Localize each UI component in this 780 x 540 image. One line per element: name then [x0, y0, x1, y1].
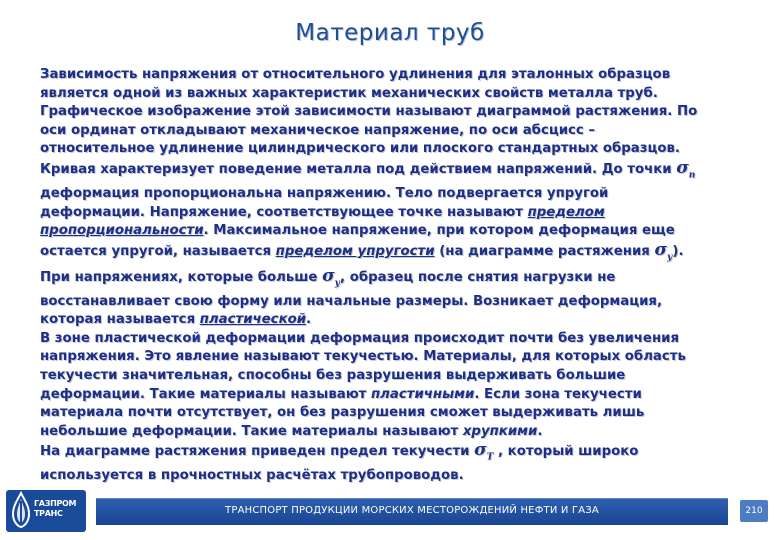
- paragraph-3-text-b: , образец после снятия нагрузки не восстанавливает свою форму или начальные размеры. Возникает деформация, которая называется: [40, 269, 663, 328]
- sigma-t-symbol: [474, 440, 494, 463]
- term-elastic-limit: пределом упругости: [275, 243, 435, 259]
- footer: [0, 490, 780, 540]
- paragraph-2-text-e: ).: [672, 243, 684, 259]
- sigma-y-subscript-2: у: [334, 278, 341, 289]
- sigma-y-symbol: [654, 239, 673, 263]
- term-ductile: пластичными: [370, 386, 475, 402]
- sigma-y-symbol-2: [322, 265, 341, 289]
- paragraph-2-text-c: . Максимальное напряжение, при котором деформация еще остается упругой, называется: [40, 223, 675, 259]
- paragraph-3-text-c: .: [306, 312, 312, 328]
- paragraph-4-text-c: .: [537, 423, 543, 439]
- logo-text: ГАЗПРОМ ТРАНС: [34, 499, 77, 518]
- term-proportionality-limit: пределом пропорциональности: [40, 204, 605, 239]
- company-logo: [6, 490, 86, 532]
- sigma-p-subscript: п: [688, 170, 696, 181]
- paragraph-4-text-b: . Если зона текучести материала почти отсутствует, он без разрушения сможет выдерживать лишь небольшие деформации. Такие материалы называют: [40, 386, 645, 439]
- slide-body: [40, 66, 712, 486]
- paragraph-5-text-a: На диаграмме растяжения приведен предел текучести: [40, 444, 475, 460]
- paragraph-2: [40, 159, 712, 267]
- paragraph-1-text: Зависимость напряжения от относительного удлинения для эталонных образцов является одной из важных характеристик механических свойств металла труб. Графическое изображение этой зависимости называют диаграммой растяжения. По оси ординат откладывают механическое напряжение, по оси абсцисс – относительное удлинение цилиндрического или плоского стандартных образцов.: [40, 67, 698, 157]
- sigma-y-letter: σ: [654, 239, 667, 260]
- paragraph-1: [40, 66, 712, 159]
- paragraph-4: [40, 330, 712, 442]
- term-brittle: хрупкими: [462, 423, 538, 439]
- sigma-t-subscript: Т: [486, 452, 494, 463]
- sigma-p-letter: σ: [676, 157, 689, 178]
- paragraph-2-text-a: Кривая характеризует поведение металла под действием напряжений. До точки: [40, 161, 677, 177]
- paragraph-4-text-a: В зоне пластической деформации деформация происходит почти без увеличения напряжения. Это явление называют текучестью. Материалы, для которых область текучести значительная, способны без разрушения выдерживать большие деформации. Такие материалы называют: [40, 330, 686, 402]
- footer-caption: ТРАНСПОРТ ПРОДУКЦИИ МОРСКИХ МЕСТОРОЖДЕНИЙ НЕФТИ И ГАЗА: [225, 505, 599, 516]
- slide-title: Материал труб: [295, 20, 485, 46]
- page-number: 210: [740, 500, 768, 522]
- sigma-y-subscript: у: [667, 252, 673, 263]
- paragraph-5-text-b: , который широко используется в прочностных расчётах трубопроводов.: [40, 444, 639, 484]
- paragraph-5: [40, 441, 712, 486]
- sigma-y-letter-2: σ: [322, 265, 335, 286]
- gazprom-flame-icon: [8, 491, 34, 531]
- paragraph-3-text-a: При напряжениях, которые больше: [40, 269, 323, 285]
- sigma-p-symbol: [676, 157, 696, 181]
- paragraph-3: [40, 267, 712, 330]
- paragraph-2-text-d: (на диаграмме растяжения: [434, 243, 655, 259]
- sigma-t-letter: σ: [474, 440, 487, 461]
- term-plastic: пластической: [199, 312, 307, 328]
- paragraph-2-text-b: деформация пропорциональна напряжению. Тело подвергается упругой деформации. Напряжение, соответствующее точке называют: [40, 185, 609, 220]
